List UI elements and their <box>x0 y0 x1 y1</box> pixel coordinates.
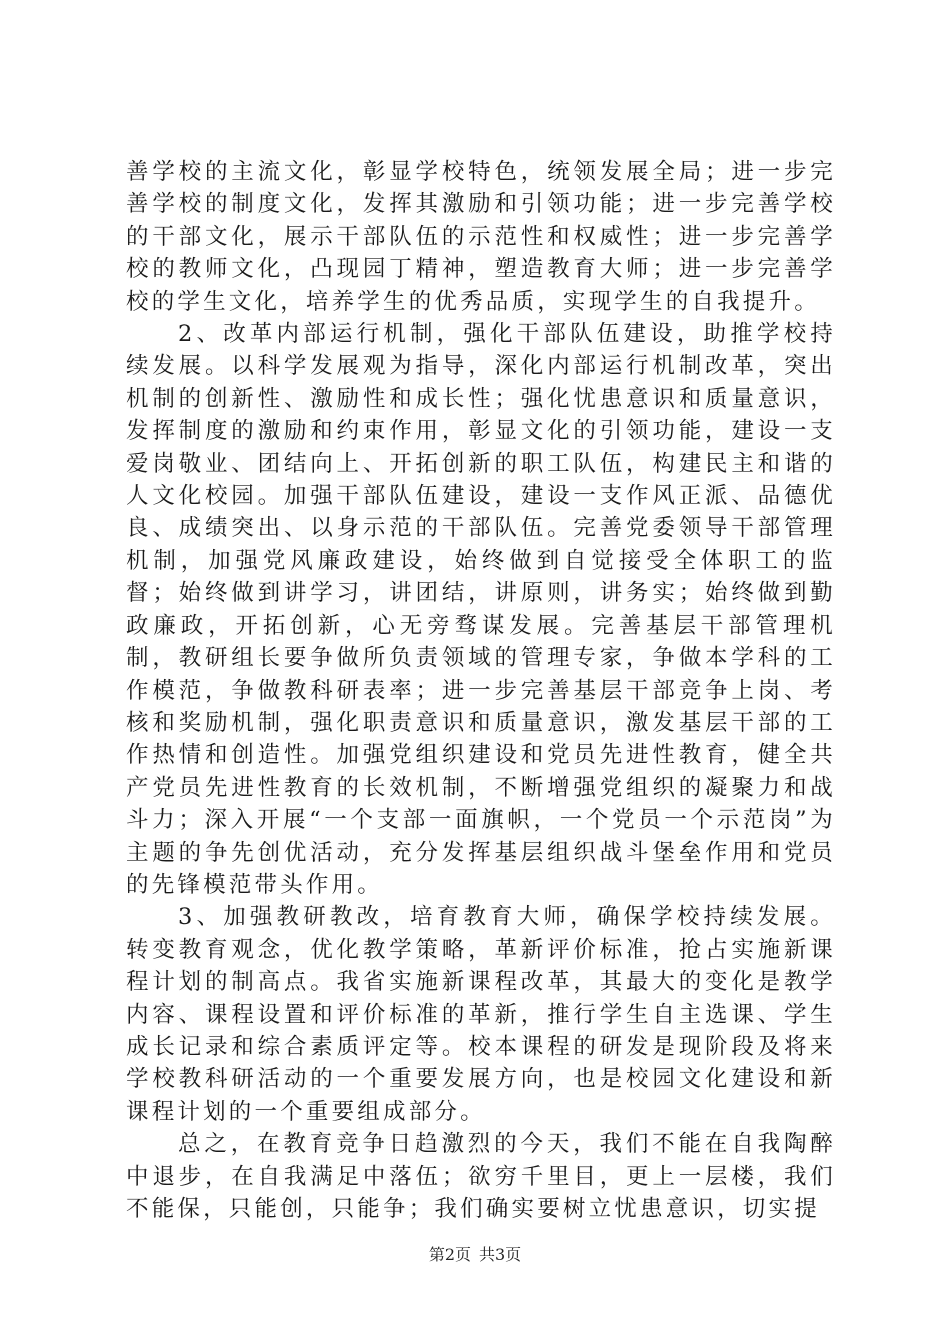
paragraph-item-2: 2、改革内部运行机制，强化干部队伍建设，助推学校持续发展。以科学发展观为指导，深化内部运行机制改革，突出机制的创新性、激励性和成长性；强化忧患意识和质量意识，发挥制度的激励和约束作用，彰显文化的引领功能，建设一支爱岗敬业、团结向上、开拓创新的职工队伍，构建民主和谐的人文化校园。加强干部队伍建设，建设一支作风正派、品德优良、成绩突出、以身示范的干部队伍。完善党委领导干部管理机制，加强党风廉政建设，始终做到自觉接受全体职工的监督；始终做到讲学习，讲团结，讲原则，讲务实；始终做到勤政廉政，开拓创新，心无旁骛谋发展。完善基层干部管理机制，教研组长要争做所负责领域的管理专家，争做本学科的工作模范，争做教科研表率；进一步完善基层干部竞争上岗、考核和奖励机制，强化职责意识和质量意识，激发基层干部的工作热情和创造性。加强党组织建设和党员先进性教育，健全共产党员先进性教育的长效机制，不断增强党组织的凝聚力和战斗力；深入开展“一个支部一面旗帜，一个党员一个示范岗”为主题的争先创优活动，充分发挥基层组织战斗堡垒作用和党员的先锋模范带头作用。 <box>126 321 836 898</box>
paragraph-summary: 总之，在教育竞争日趋激烈的今天，我们不能在自我陶醉中退步，在自我满足中落伍；欲穷千里目，更上一层楼，我们不能保，只能创，只能争；我们确实要树立忧患意识，切实提 <box>126 1131 836 1222</box>
document-body <box>126 156 836 1225</box>
page-footer <box>0 1245 950 1265</box>
page-number: 第2页 <box>428 1245 471 1264</box>
paragraph-continued: 善学校的主流文化，彰显学校特色，统领发展全局；进一步完善学校的制度文化，发挥其激励和引领功能；进一步完善学校的干部文化，展示干部队伍的示范性和权威性；进一步完善学校的教师文化，凸现园丁精神，塑造教育大师；进一步完善学校的学生文化，培养学生的优秀品质，实现学生的自我提升。 <box>126 159 836 315</box>
page-total: 共3页 <box>479 1245 522 1264</box>
paragraph-item-3: 3、加强教研教改，培育教育大师，确保学校持续发展。转变教育观念，优化教学策略，革新评价标准，抢占实施新课程计划的制高点。我省实施新课程改革，其最大的变化是教学内容、课程设置和评价标准的革新，推行学生自主选课、学生成长记录和综合素质评定等。校本课程的研发是现阶段及将来学校教科研活动的一个重要发展方向，也是校园文化建设和新课程计划的一个重要组成部分。 <box>126 904 836 1125</box>
